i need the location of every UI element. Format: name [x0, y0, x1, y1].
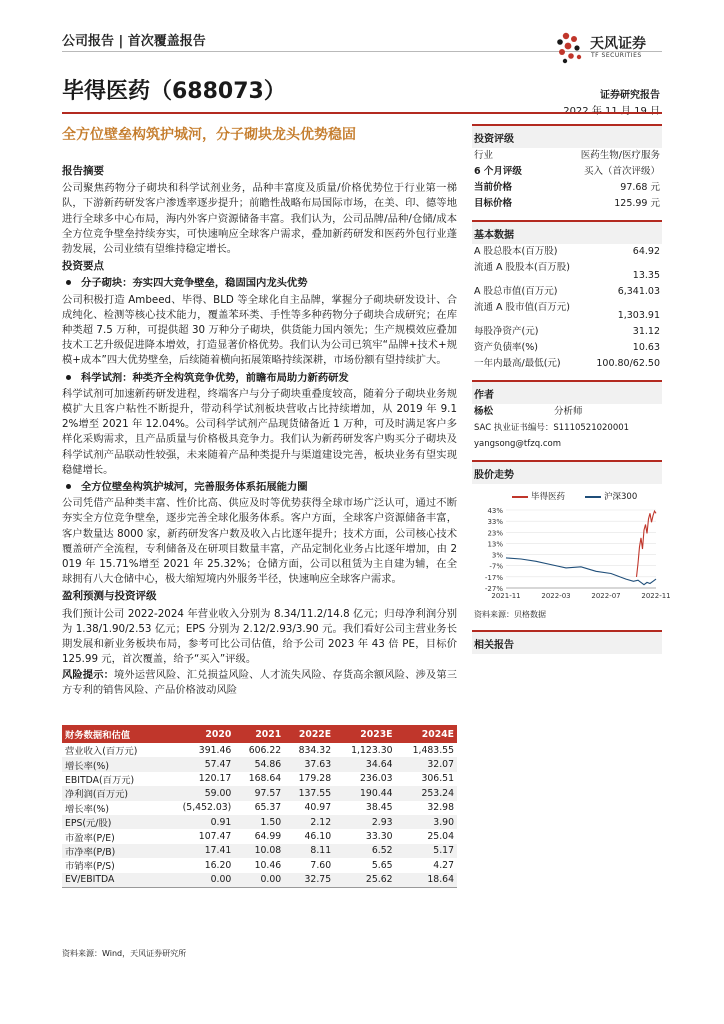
table-cell: 32.75 [284, 873, 334, 888]
table-row [62, 757, 457, 771]
author-row [472, 404, 662, 420]
bullet-dot-icon [66, 280, 71, 285]
table-cell: 18.64 [396, 873, 457, 888]
table-row-label: 净利润(百万元) [62, 786, 164, 800]
basic-data-row [472, 340, 662, 356]
chart-y-tick-label: -17% [484, 573, 503, 582]
basic-data-value: 6,341.03 [617, 286, 660, 297]
table-cell: 1,483.55 [396, 743, 457, 757]
table-cell: 32.98 [396, 801, 457, 815]
table-row [62, 786, 457, 800]
related-reports-heading: 相关报告 [472, 630, 662, 654]
table-cell: 1,123.30 [334, 743, 395, 757]
table-row [62, 743, 457, 757]
table-cell: 10.08 [234, 844, 284, 858]
highlight-title [62, 371, 457, 386]
report-date [540, 102, 660, 117]
basic-data-label: A 股总股本(百万股) [474, 246, 558, 257]
table-cell: 179.28 [284, 772, 334, 786]
legend-label: 毕得医药 [531, 492, 566, 502]
rating-label: 当前价格 [474, 182, 513, 193]
basic-data-label: 每股净资产(元) [474, 326, 539, 337]
table-cell: 253.24 [396, 786, 457, 800]
chart-y-tick-label: 43% [487, 507, 503, 515]
table-row-label: 市盈率(P/E) [62, 829, 164, 843]
table-row [62, 829, 457, 843]
basic-data-value: 64.92 [632, 246, 660, 257]
table-cell: 25.04 [396, 829, 457, 843]
table-row [62, 815, 457, 829]
stock-title: 毕得医药（688073） [62, 79, 286, 104]
table-cell: 8.11 [284, 844, 334, 858]
table-cell: 5.17 [396, 844, 457, 858]
basic-data-row [472, 284, 662, 300]
table-cell: 16.20 [164, 858, 235, 872]
legend-item-stock [512, 490, 565, 502]
chart-x-tick-label: 2022-03 [541, 592, 571, 600]
table-row-label: 增长率(%) [62, 801, 164, 815]
table-cell: 17.41 [164, 844, 235, 858]
basic-data-value: 31.12 [632, 326, 660, 337]
table-cell: 190.44 [334, 786, 395, 800]
basic-data-row [472, 244, 662, 260]
table-header-cell: 2022E [284, 725, 334, 743]
basic-data-label: 资产负债率(%) [474, 342, 538, 353]
risk-warning [62, 668, 457, 698]
bullet-dot-icon [66, 484, 71, 489]
table-cell: 7.60 [284, 858, 334, 872]
basic-data-row [472, 324, 662, 340]
table-cell: 0.00 [164, 873, 235, 888]
highlight-title-text: 科学试剂：种类齐全构筑竞争优势，前瞻布局助力新药研发 [81, 371, 349, 384]
title-rule [62, 112, 662, 114]
highlight-text: 公司凭借产品种类丰富、性价比高、供应及时等优势获得全球市场广泛认可，通过不断夯实全方位竞争壁垒，逐步完善全球化服务体系。客户方面，全球客户资源储备丰富，客户数量达 8000 家，新药研发客户数及收入占比逐年提升；技术方面，公司核心技术覆盖研产全流程，专利储备及在研项目数量丰富，产品定制化业务占比逐年增加，由 2019 年 15.71%增至 2021 年 25.32%；仓储方面，公司以租赁为主自建为辅，在全球拥有八大仓储中心，极大缩短境内外服务半径，快速响应全球客户需求。 [62, 497, 457, 586]
highlight-title-text: 分子砌块：夯实四大竞争壁垒，稳固国内龙头优势 [81, 277, 308, 290]
chart-x-tick-label: 2021-11 [491, 592, 521, 600]
chart-x-tick-label: 2022-11 [641, 592, 671, 600]
chart-y-tick-label: 33% [487, 518, 503, 527]
summary-text: 公司聚焦药物分子砌块和科学试剂业务，品种丰富度及质量/价格优势位于行业第一梯队，下游新药研发客户渗透率逐步提升；前瞻性战略布局国际市场，在美、印、德等地进行全球多中心布局，海内外客户资源储备丰富。我们认为，公司品牌/品种/仓储/成本全方位竞争壁垒持续夯实，可快速响应全球客户需求，叠加新药研发和医药外包行业蓬勃发展，公司业绩有望维持稳定增长。 [62, 182, 457, 256]
table-cell: 37.63 [284, 757, 334, 771]
legend-label: 沪深300 [604, 492, 638, 502]
table-cell: 46.10 [284, 829, 334, 843]
table-cell: 834.32 [284, 743, 334, 757]
basic-data-label: 流通 A 股股本(百万股) [474, 262, 570, 273]
rating-row [472, 196, 662, 212]
table-cell: 5.65 [334, 858, 395, 872]
table-cell: 4.27 [396, 858, 457, 872]
chart-y-tick-label: -7% [489, 562, 503, 571]
table-cell: 57.47 [164, 757, 235, 771]
chart-x-tick-label: 2022-07 [591, 592, 621, 600]
bullet-dot-icon [66, 375, 71, 380]
table-row-label: 增长率(%) [62, 757, 164, 771]
highlights-heading: 投资要点 [62, 260, 104, 273]
table-cell: 38.45 [334, 801, 395, 815]
table-cell: 40.97 [284, 801, 334, 815]
main-content [62, 162, 457, 698]
table-cell: 34.64 [334, 757, 395, 771]
sidebar [472, 124, 671, 654]
legend-item-index [585, 490, 637, 502]
table-row-label: EV/EBITDA [62, 873, 164, 888]
table-cell: 2.93 [334, 815, 395, 829]
chart-source: 资料来源：贝格数据 [474, 610, 546, 619]
basic-data-value: 13.35 [632, 270, 660, 281]
table-row-label: 市销率(P/S) [62, 858, 164, 872]
table-row [62, 844, 457, 858]
table-cell: 2.12 [284, 815, 334, 829]
rating-value: 买入（首次评级） [583, 166, 660, 177]
chart-y-tick-label: 23% [487, 529, 503, 538]
table-header-cell: 2020 [164, 725, 235, 743]
table-cell: 107.47 [164, 829, 235, 843]
highlight-title [62, 276, 457, 291]
basic-data-value: 10.63 [632, 342, 660, 353]
highlight-title-text: 全方位壁垒构筑护城河，完善服务体系拓展能力圈 [81, 481, 308, 494]
basic-data-value: 1,303.91 [617, 310, 660, 321]
table-cell: 391.46 [164, 743, 235, 757]
table-cell: 1.50 [234, 815, 284, 829]
table-header-cell: 2021 [234, 725, 284, 743]
table-row [62, 801, 457, 815]
financial-table [62, 725, 457, 888]
legend-swatch-icon [585, 496, 601, 498]
table-cell: 0.00 [234, 873, 284, 888]
rating-value: 97.68 元 [620, 182, 660, 193]
basic-data-label: 流通 A 股市值(百万元) [474, 302, 570, 313]
table-cell: 25.62 [334, 873, 395, 888]
table-cell: (5,452.03) [164, 801, 235, 815]
risk-text: 境外运营风险、汇兑损益风险、人才流失风险、存货高余额风险、涉及第三方专利的销售风险、产品价格波动风险 [62, 668, 458, 696]
table-cell: 306.51 [396, 772, 457, 786]
table-row [62, 858, 457, 872]
chart-y-tick-label: 3% [491, 551, 503, 560]
table-row [62, 873, 457, 888]
table-cell: 10.46 [234, 858, 284, 872]
table-cell: 97.57 [234, 786, 284, 800]
table-header-row [62, 725, 457, 743]
rating-label: 目标价格 [474, 198, 513, 209]
highlight-title [62, 480, 457, 495]
table-cell: 606.22 [234, 743, 284, 757]
basic-data-row [472, 260, 662, 284]
rating-row [472, 148, 662, 164]
chart-plot [472, 504, 671, 604]
chart-series-line [506, 558, 656, 585]
author-email-text: yangsong@tfzq.com [474, 439, 561, 449]
table-cell: 64.99 [234, 829, 284, 843]
author-email [472, 436, 662, 452]
table-row-label: 市净率(P/B) [62, 844, 164, 858]
report-type: 证券研究报告 [600, 90, 660, 101]
chart-y-tick-label: 13% [487, 540, 503, 549]
basic-data-label: 一年内最高/最低(元) [474, 358, 561, 369]
forecast-heading: 盈利预测与投资评级 [62, 590, 157, 603]
chart-heading: 股价走势 [472, 460, 662, 484]
table-header-cell: 2023E [334, 725, 395, 743]
rating-label: 6 个月评级 [474, 166, 522, 177]
forecast-text: 我们预计公司 2022-2024 年营业收入分别为 8.34/11.2/14.8 亿元；归母净利润分别为 1.38/1.90/2.53 亿元；EPS 分别为 2.12/2.93/3.90 元。我们看好公司主营业务长期发展和新业务板块布局，参考可比公司估值，给予公司 2023 年 43 倍 PE，目标价 125.99 元，首次覆盖，给予“买入”评级。 [62, 607, 457, 666]
author-name: 杨松 [474, 406, 494, 417]
logo-text: 天风证券 [590, 36, 646, 52]
author-heading: 作者 [472, 380, 662, 404]
table-source: 资料来源：Wind，天风证券研究所 [62, 949, 187, 958]
table-row [62, 772, 457, 786]
report-subtitle: 全方位壁垒构筑护城河，分子砌块龙头优势稳固 [62, 127, 356, 143]
financial-table-body [62, 743, 457, 887]
chart-legend [512, 490, 662, 502]
table-cell: 120.17 [164, 772, 235, 786]
table-cell: 54.86 [234, 757, 284, 771]
table-row-label: EPS(元/股) [62, 815, 164, 829]
table-cell: 236.03 [334, 772, 395, 786]
rating-row [472, 180, 662, 196]
author-cert-text: SAC 执业证书编号：S1110521020001 [474, 423, 630, 433]
table-row-label: EBITDA(百万元) [62, 772, 164, 786]
author-role: 分析师 [554, 406, 583, 417]
table-cell: 168.64 [234, 772, 284, 786]
highlight-text: 科学试剂可加速新药研发进程，终端客户与分子砌块重叠度较高，随着分子砌块业务规模扩大且客户粘性不断提升，带动科学试剂板块营收占比持续增加，从 2019 年 9.12%增至 2021 年 12.04%。公司科学试剂产品现货储备近 1 万种，可及时满足客户多样化采购需求，且产品质量与价格极具竞争力。我们认为新药研发客户购买分子砌块及科学试剂产品联动性较强，未来随着产品种类提升与渠道建设完善，板块业务有望实现稳健增长。 [62, 387, 457, 476]
table-cell: 0.91 [164, 815, 235, 829]
basic-data-row [472, 356, 662, 372]
table-cell: 59.00 [164, 786, 235, 800]
table-cell: 6.52 [334, 844, 395, 858]
table-row-label: 营业收入(百万元) [62, 743, 164, 757]
summary-heading: 报告摘要 [62, 165, 104, 177]
price-chart [472, 490, 671, 620]
rating-row [472, 164, 662, 180]
basic-data-row [472, 300, 662, 324]
table-cell: 137.55 [284, 786, 334, 800]
risk-label: 风险提示： [62, 668, 114, 681]
table-cell: 33.30 [334, 829, 395, 843]
basic-data-label: A 股总市值(百万元) [474, 286, 558, 297]
rating-value: 125.99 元 [614, 198, 660, 209]
table-cell: 3.90 [396, 815, 457, 829]
author-cert [472, 420, 662, 436]
rating-value: 医药生物/医疗服务 [580, 150, 660, 161]
logo-english-text: TF SECURITIES [591, 52, 642, 59]
table-cell: 32.07 [396, 757, 457, 771]
chart-y-tick-label: -27% [484, 585, 503, 593]
rating-heading: 投资评级 [472, 124, 662, 148]
basic-data-heading: 基本数据 [472, 220, 662, 244]
highlight-text: 公司积极打造 Ambeed、毕得、BLD 等全球化自主品牌，掌握分子砌块研发设计、合成纯化、检测等核心技术能力，覆盖苯环类、手性等多种药物分子砌块合成研究；在库种类超 7.5 万种，可提供超 30 万种分子砌块，供货能力国内领先；生产规模效应叠加技术工艺升级促进降本增效，打造显著价格优势。我们认为公司已筑牢“品牌+技术+规模+成本”四大优势壁垒，后续随着横向拓展策略持续深耕，市场份额有望持续扩大。 [62, 293, 457, 367]
legend-swatch-icon [512, 496, 528, 498]
rating-label: 行业 [474, 150, 494, 161]
table-header-cell: 财务数据和估值 [62, 725, 164, 743]
basic-data-value: 100.80/62.50 [596, 358, 660, 369]
table-header-cell: 2024E [396, 725, 457, 743]
table-cell: 65.37 [234, 801, 284, 815]
report-category-label: 公司报告 | 首次覆盖报告 [62, 34, 206, 49]
